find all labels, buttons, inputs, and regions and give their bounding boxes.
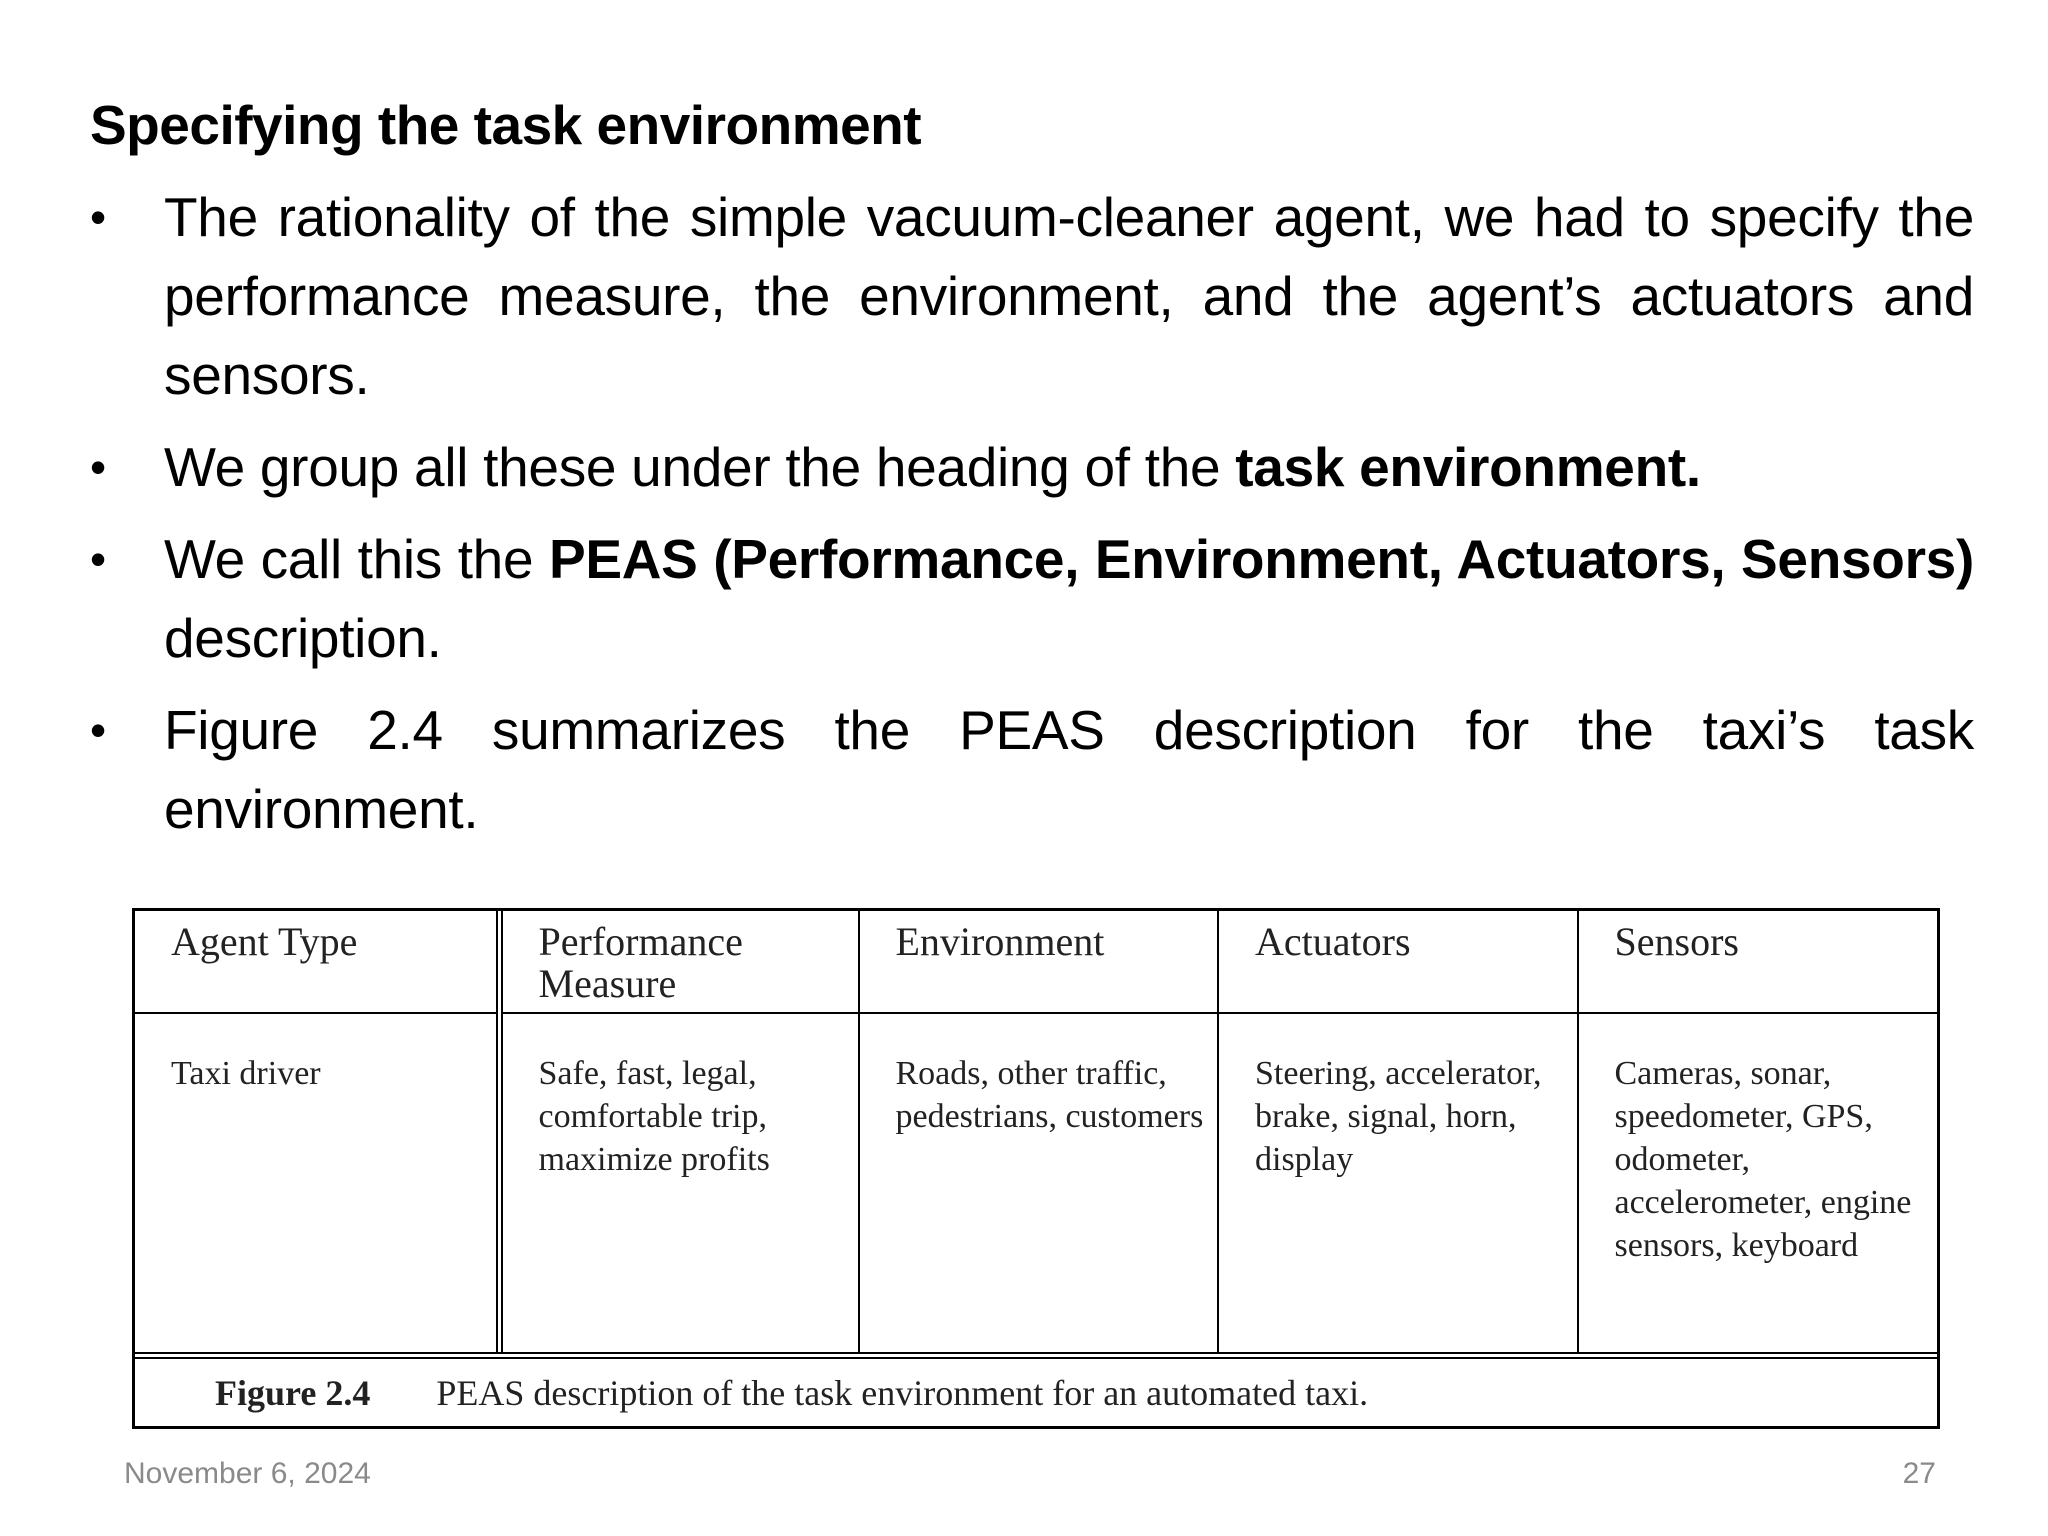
cell-environment: Roads, other traffic, pedestrians, customers (859, 1013, 1219, 1352)
bullet-text: We group all these under the heading of the (164, 436, 1236, 498)
caption-text: PEAS description of the task environment for an automated taxi. (436, 1373, 1369, 1413)
cell-sensors: Cameras, sonar, speedometer, GPS, odometer, accelerometer, engine sensors, keyboard (1578, 1013, 1938, 1352)
bullet-bold-text: task environment. (1235, 436, 1701, 498)
header-performance-measure: Performance Measure (499, 911, 859, 1013)
header-environment: Environment (859, 911, 1219, 1013)
caption-divider (135, 1352, 1937, 1359)
bullet-dot-icon: • (90, 704, 106, 756)
cell-agent-type: Taxi driver (135, 1013, 499, 1352)
bullet-bold-text: PEAS (Performance, Environment, Actuators, Sensors) (548, 528, 1974, 590)
figure-caption (215, 1371, 1368, 1415)
bullet-text: Figure 2.4 summarizes the PEAS description for the taxi’s task environment. (164, 699, 1974, 840)
peas-figure (132, 908, 1940, 1429)
bullet-text: We call this the (164, 528, 549, 590)
bullet-item (90, 428, 1974, 507)
bullet-text: description. (164, 607, 442, 669)
header-agent-type: Agent Type (135, 911, 499, 1013)
peas-table (135, 911, 1937, 1352)
slide-title: Specifying the task environment (90, 94, 922, 156)
bullet-item (90, 178, 1974, 415)
header-sensors: Sensors (1578, 911, 1938, 1013)
bullet-dot-icon: • (90, 191, 106, 243)
table-header-row (135, 911, 1937, 1013)
caption-label: Figure 2.4 (215, 1373, 371, 1413)
footer-date: November 6, 2024 (124, 1457, 371, 1490)
table-row (135, 1013, 1937, 1352)
header-actuators: Actuators (1218, 911, 1578, 1013)
page-number: 27 (1902, 1457, 1936, 1490)
bullet-item (90, 691, 1974, 849)
cell-actuators: Steering, accelerator, brake, signal, horn, display (1218, 1013, 1578, 1352)
bullet-text: The rationality of the simple vacuum-cleaner agent, we had to specify the performance measure, the environment, and the agent’s actuators and sensors. (164, 186, 1974, 406)
bullet-dot-icon: • (90, 441, 106, 493)
bullet-item (90, 520, 1974, 678)
bullet-list (90, 178, 1974, 862)
bullet-dot-icon: • (90, 533, 106, 585)
cell-performance-measure: Safe, fast, legal, comfortable trip, maximize profits (499, 1013, 859, 1352)
